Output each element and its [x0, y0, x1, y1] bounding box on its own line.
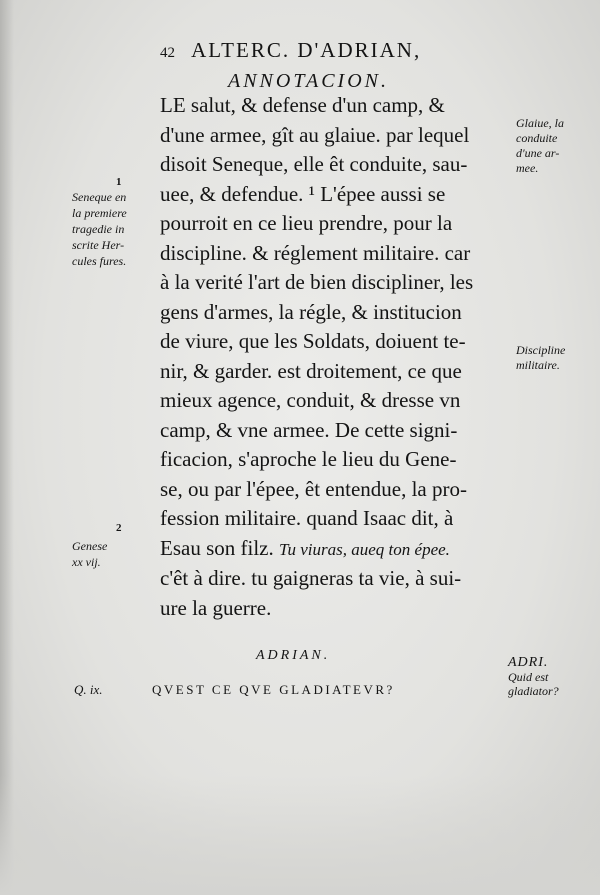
- text-line: d'une armee, gît au glaiue. par lequel: [160, 122, 470, 147]
- margin-line: Glaiue, la: [516, 116, 564, 130]
- margin-line: Quid est: [508, 670, 549, 684]
- text-line: camp, & vne armee. De cette signi-: [160, 417, 458, 442]
- header-title: ALTERC. D'ADRIAN,: [191, 38, 422, 62]
- note-marker-1: 1: [116, 176, 122, 188]
- margin-line: gladiator?: [508, 684, 559, 698]
- esau-plain: Esau son filz.: [160, 535, 274, 560]
- text-line: pourroit en ce lieu prendre, pour la: [160, 211, 453, 235]
- text-line: disoit Seneque, elle êt conduite, sau-: [160, 152, 468, 176]
- scripture-quote: Tu viuras, aueq ton épee.: [278, 539, 450, 559]
- text-line: de viure, que les Soldats, doiuent te-: [160, 329, 466, 353]
- running-header: [160, 38, 421, 63]
- page-bottom-shadow: [0, 775, 600, 895]
- margin-line: Seneque en: [72, 190, 127, 204]
- main-text: [160, 91, 512, 623]
- speaker-label: ADRIAN.: [256, 648, 331, 663]
- speaker-note-name: ADRI.: [508, 655, 549, 670]
- text-line: ure la guerre.: [160, 595, 272, 620]
- question-number: Q. ix.: [74, 682, 103, 697]
- margin-note-adri: [508, 656, 596, 698]
- text-line: c'êt à dire. tu gaigneras ta vie, à sui-: [160, 566, 462, 590]
- page-number: 42: [160, 45, 175, 61]
- text-line: LE salut, & defense d'un camp, &: [160, 93, 445, 117]
- margin-line: tragedie in: [72, 222, 125, 236]
- margin-line: mee.: [516, 161, 539, 175]
- text-line: gens d'armes, la régle, & institucion: [160, 299, 462, 324]
- margin-note-glaiue: [516, 116, 600, 176]
- note-marker-2: 2: [116, 522, 122, 534]
- margin-line: cules fures.: [72, 254, 127, 268]
- text-line: se, ou par l'épee, êt entendue, la pro-: [160, 476, 467, 501]
- section-heading: ANNOTACION.: [228, 70, 389, 92]
- margin-line: militaire.: [516, 358, 560, 372]
- text-line-esau: [160, 534, 512, 565]
- text-line: ficacion, s'aproche le lieu du Gene-: [160, 447, 457, 471]
- text-line: nir, & garder. est droitement, ce que: [160, 358, 462, 383]
- text-line: fession militaire. quand Isaac dit, à: [160, 506, 454, 530]
- margin-line: Discipline: [516, 343, 566, 357]
- text-line: mieux agence, conduit, & dresse vn: [160, 388, 461, 412]
- text-line: uee, & defendue. ¹ L'épee aussi se: [160, 181, 446, 206]
- margin-line: Genese: [72, 539, 108, 553]
- margin-note-seneque: [72, 189, 154, 269]
- margin-line: la premiere: [72, 206, 127, 220]
- question-heading: QVEST CE QVE GLADIATEVR?: [152, 682, 395, 697]
- margin-line: d'une ar-: [516, 146, 560, 160]
- text-line: à la verité l'art de bien discipliner, les: [160, 270, 474, 294]
- margin-note-genese: [72, 538, 154, 570]
- margin-line: xx vij.: [72, 555, 101, 569]
- text-line: discipline. & réglement militaire. car: [160, 240, 471, 265]
- margin-line: scrite Her-: [72, 238, 125, 252]
- margin-note-discipline: [516, 343, 600, 373]
- margin-line: conduite: [516, 131, 558, 145]
- page-gutter-shadow: [0, 0, 14, 895]
